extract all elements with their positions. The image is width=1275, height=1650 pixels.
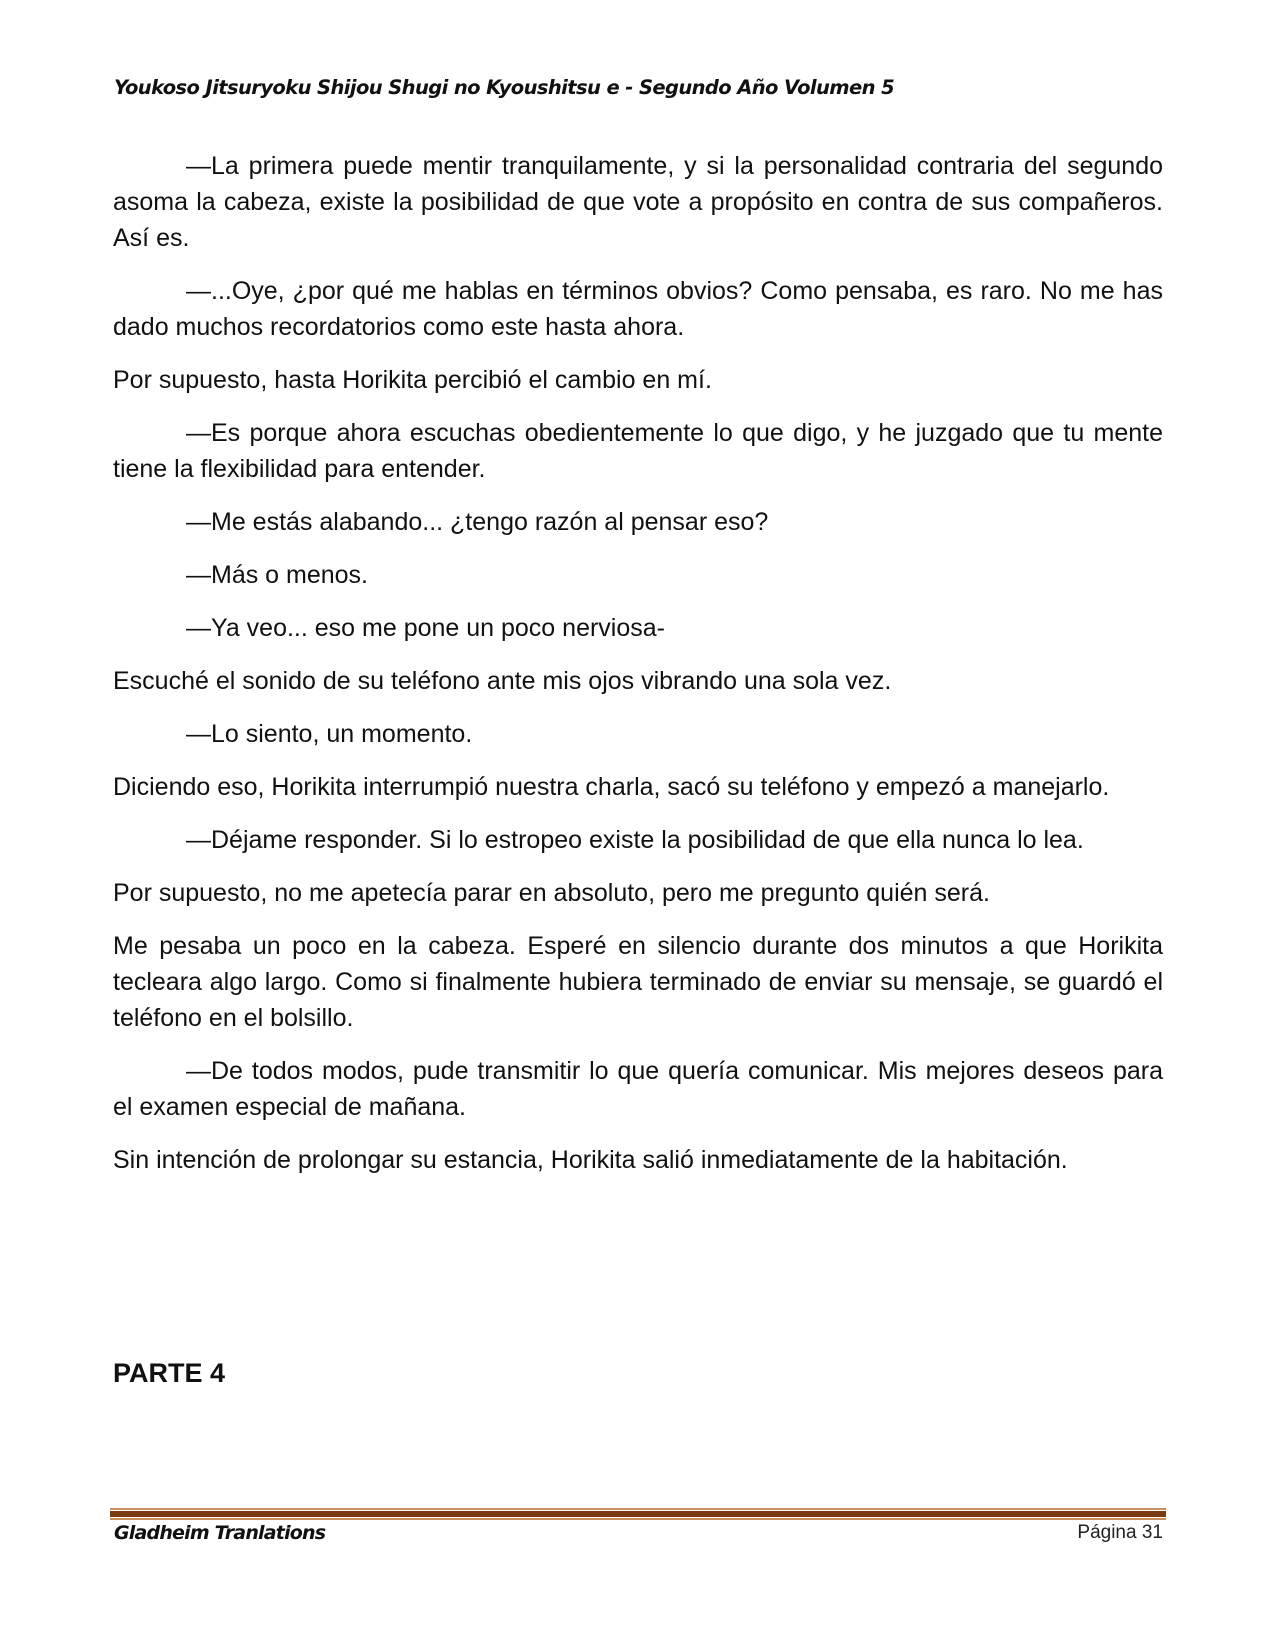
dialogue-paragraph: —Déjame responder. Si lo estropeo existe la posibilidad de que ella nunca lo lea. xyxy=(186,826,1084,854)
dialogue-paragraph: —Es porque ahora escuchas obedientemente lo que digo, y he juzgado que tu mente tiene la flexibilidad para entender. xyxy=(113,419,1163,483)
narration-paragraph: Por supuesto, hasta Horikita percibió el cambio en mí. xyxy=(113,366,712,394)
dialogue-paragraph: —...Oye, ¿por qué me hablas en términos obvios? Como pensaba, es raro. No me has dado muchos recordatorios como este hasta ahora. xyxy=(113,277,1163,341)
dialogue-paragraph: —Ya veo... eso me pone un poco nerviosa- xyxy=(186,614,665,642)
running-header: Youkoso Jitsuryoku Shijou Shugi no Kyoushitsu e - Segundo Año Volumen 5 xyxy=(114,76,895,99)
narration-paragraph: Por supuesto, no me apetecía parar en absoluto, pero me pregunto quién será. xyxy=(113,879,990,907)
footer-divider xyxy=(110,1508,1166,1520)
page-label: Página xyxy=(1077,1522,1137,1543)
page-number-value: 31 xyxy=(1141,1522,1163,1543)
dialogue-paragraph: —Lo siento, un momento. xyxy=(186,720,473,748)
document-body xyxy=(113,148,1163,1195)
page-number xyxy=(1077,1522,1163,1544)
narration-paragraph: Escuché el sonido de su teléfono ante mis ojos vibrando una sola vez. xyxy=(113,667,892,695)
dialogue-paragraph: —Más o menos. xyxy=(186,561,369,589)
dialogue-paragraph: —La primera puede mentir tranquilamente, y si la personalidad contraria del segundo asoma la cabeza, existe la posibilidad de que vote a propósito en contra de sus compañeros. Así es. xyxy=(113,152,1163,252)
narration-paragraph: Diciendo eso, Horikita interrumpió nuestra charla, sacó su teléfono y empezó a manejarlo. xyxy=(113,773,1110,801)
dialogue-paragraph: —Me estás alabando... ¿tengo razón al pensar eso? xyxy=(186,508,769,536)
footer-credit: Gladheim Tranlations xyxy=(114,1522,326,1544)
dialogue-paragraph: —De todos modos, pude transmitir lo que quería comunicar. Mis mejores deseos para el examen especial de mañana. xyxy=(113,1057,1163,1121)
narration-paragraph: Sin intención de prolongar su estancia, Horikita salió inmediatamente de la habitación. xyxy=(113,1146,1068,1174)
narration-paragraph: Me pesaba un poco en la cabeza. Esperé en silencio durante dos minutos a que Horikita tecleara algo largo. Como si finalmente hubiera terminado de enviar su mensaje, se guardó el teléfono en el bolsillo. xyxy=(113,932,1163,1032)
section-heading: PARTE 4 xyxy=(113,1358,226,1388)
